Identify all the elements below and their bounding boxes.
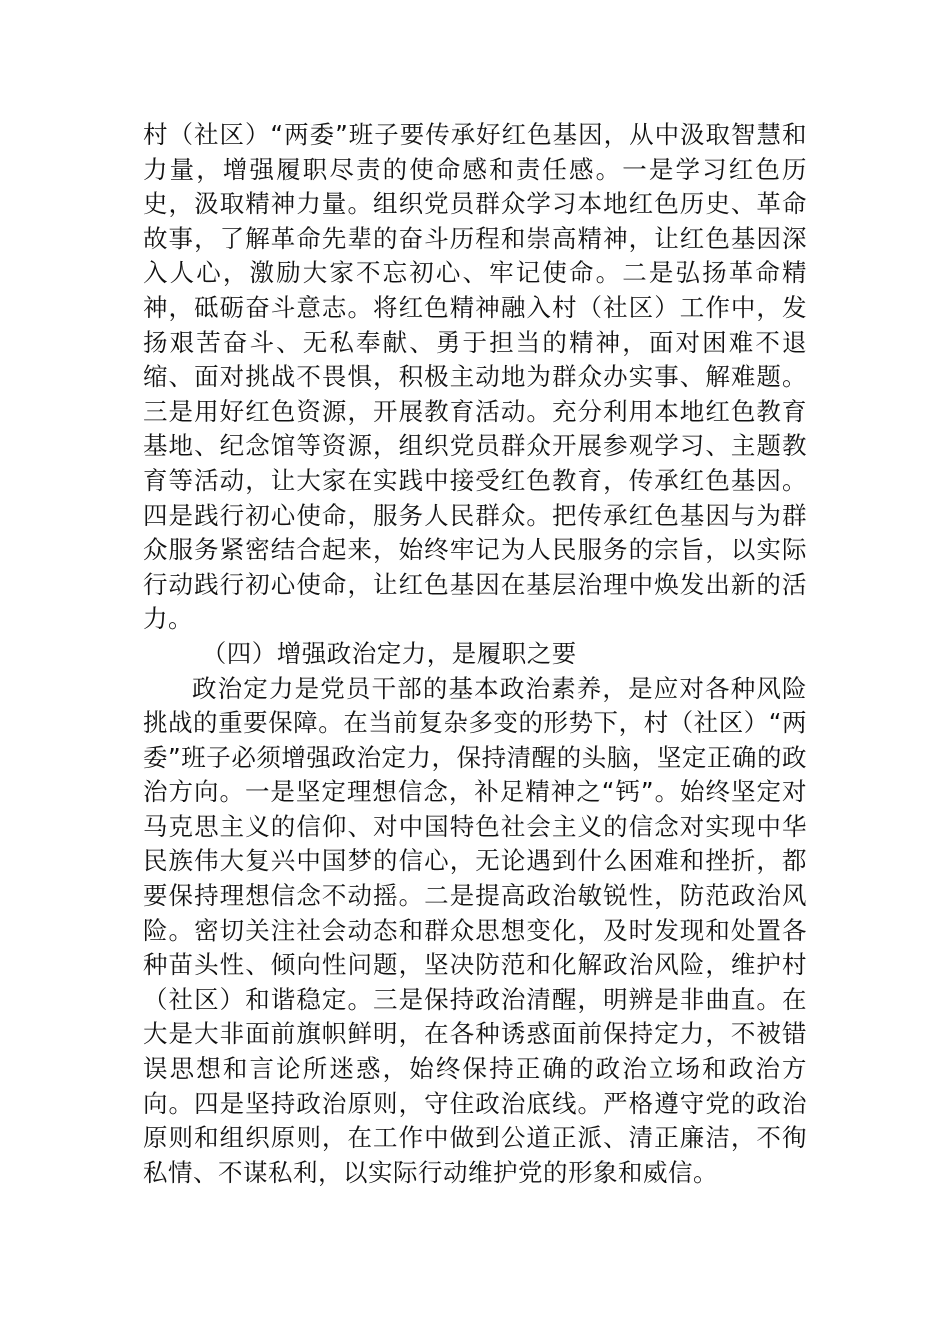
paragraph-red-gene: 村（社区）“两委”班子要传承好红色基因，从中汲取智慧和力量，增强履职尽责的使命感和责任感。一是学习红色历史，汲取精神力量。组织党员群众学习本地红色历史、革命故事，了解革命先辈的奋斗历程和崇高精神，让红色基因深入人心，激励大家不忘初心、牢记使命。二是弘扬革命精神，砥砺奋斗意志。将红色精神融入村（社区）工作中，发扬艰苦奋斗、无私奉献、勇于担当的精神，面对困难不退缩、面对挑战不畏惧，积极主动地为群众办实事、解难题。三是用好红色资源，开展教育活动。充分利用本地红色教育基地、纪念馆等资源，组织党员群众开展参观学习、主题教育等活动，让大家在实践中接受红色教育，传承红色基因。四是践行初心使命，服务人民群众。把传承红色基因与为群众服务紧密结合起来，始终牢记为人民服务的宗旨，以实际行动践行初心使命，让红色基因在基层治理中焕发出新的活力。 [143, 120, 807, 634]
document-body [143, 118, 807, 1190]
paragraph-political-resolve: 政治定力是党员干部的基本政治素养，是应对各种风险挑战的重要保障。在当前复杂多变的形势下，村（社区）“两委”班子必须增强政治定力，保持清醒的头脑，坚定正确的政治方向。一是坚定理想信念，补足精神之“钙”。始终坚定对马克思主义的信仰、对中国特色社会主义的信念对实现中华民族伟大复兴中国梦的信心，无论遇到什么困难和挫折，都要保持理想信念不动摇。二是提高政治敏锐性，防范政治风险。密切关注社会动态和群众思想变化，及时发现和处置各种苗头性、倾向性问题，坚决防范和化解政治风险，维护村（社区）和谐稳定。三是保持政治清醒，明辨是非曲直。在大是大非面前旗帜鲜明，在各种诱惑面前保持定力，不被错误思想和言论所迷惑，始终保持正确的政治立场和政治方向。四是坚持政治原则，守住政治底线。严格遵守党的政治原则和组织原则，在工作中做到公道正派、清正廉洁，不徇私情、不谋私利，以实际行动维护党的形象和威信。 [143, 673, 807, 1187]
section-heading-four: （四）增强政治定力，是履职之要 [201, 638, 577, 668]
